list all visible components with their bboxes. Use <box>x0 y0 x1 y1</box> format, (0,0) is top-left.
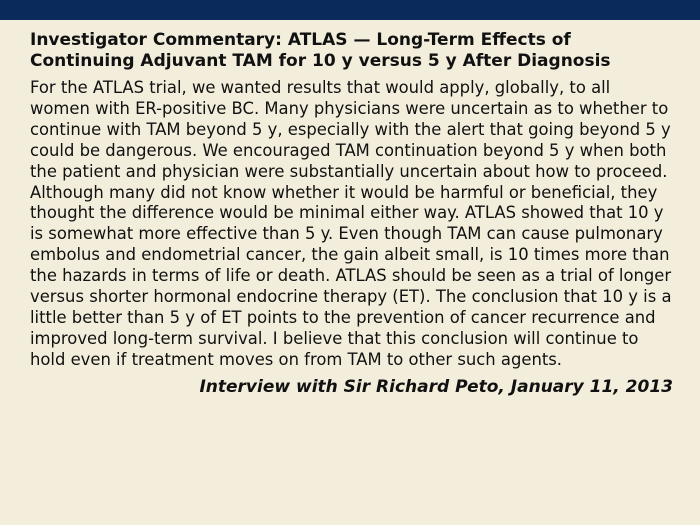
interview-attribution: Interview with Sir Richard Peto, January 11, 2013 <box>199 376 673 397</box>
slide-title: Investigator Commentary: ATLAS — Long-Term Effects of Continuing Adjuvant TAM for 10 y versus 5 y After Diagnosis <box>30 30 611 71</box>
commentary-paragraph: For the ATLAS trial, we wanted results that would apply, globally, to all women with ER-positive BC. Many physicians were uncertain as to whether to continue with TAM beyond 5 y, especially with the alert that going beyond 5 y could be dangerous. We encouraged TAM continuation beyond 5 y when both the patient and physician were substantially uncertain about how to proceed. Although many did not know whether it would be harmful or beneficial, they thought the difference would be minimal either way. ATLAS showed that 10 y is somewhat more effective than 5 y. Even though TAM can cause pulmonary embolus and endometrial cancer, the gain albeit small, is 10 times more than the hazards in terms of life or death. ATLAS should be seen as a trial of longer versus shorter hormonal endocrine therapy (ET). The conclusion that 10 y is a little better than 5 y of ET points to the prevention of cancer recurrence and improved long-term survival. I believe that this conclusion will continue to hold even if treatment moves on from TAM to other such agents. <box>30 78 672 369</box>
top-banner-bar <box>0 0 700 20</box>
slide-content <box>30 30 675 398</box>
